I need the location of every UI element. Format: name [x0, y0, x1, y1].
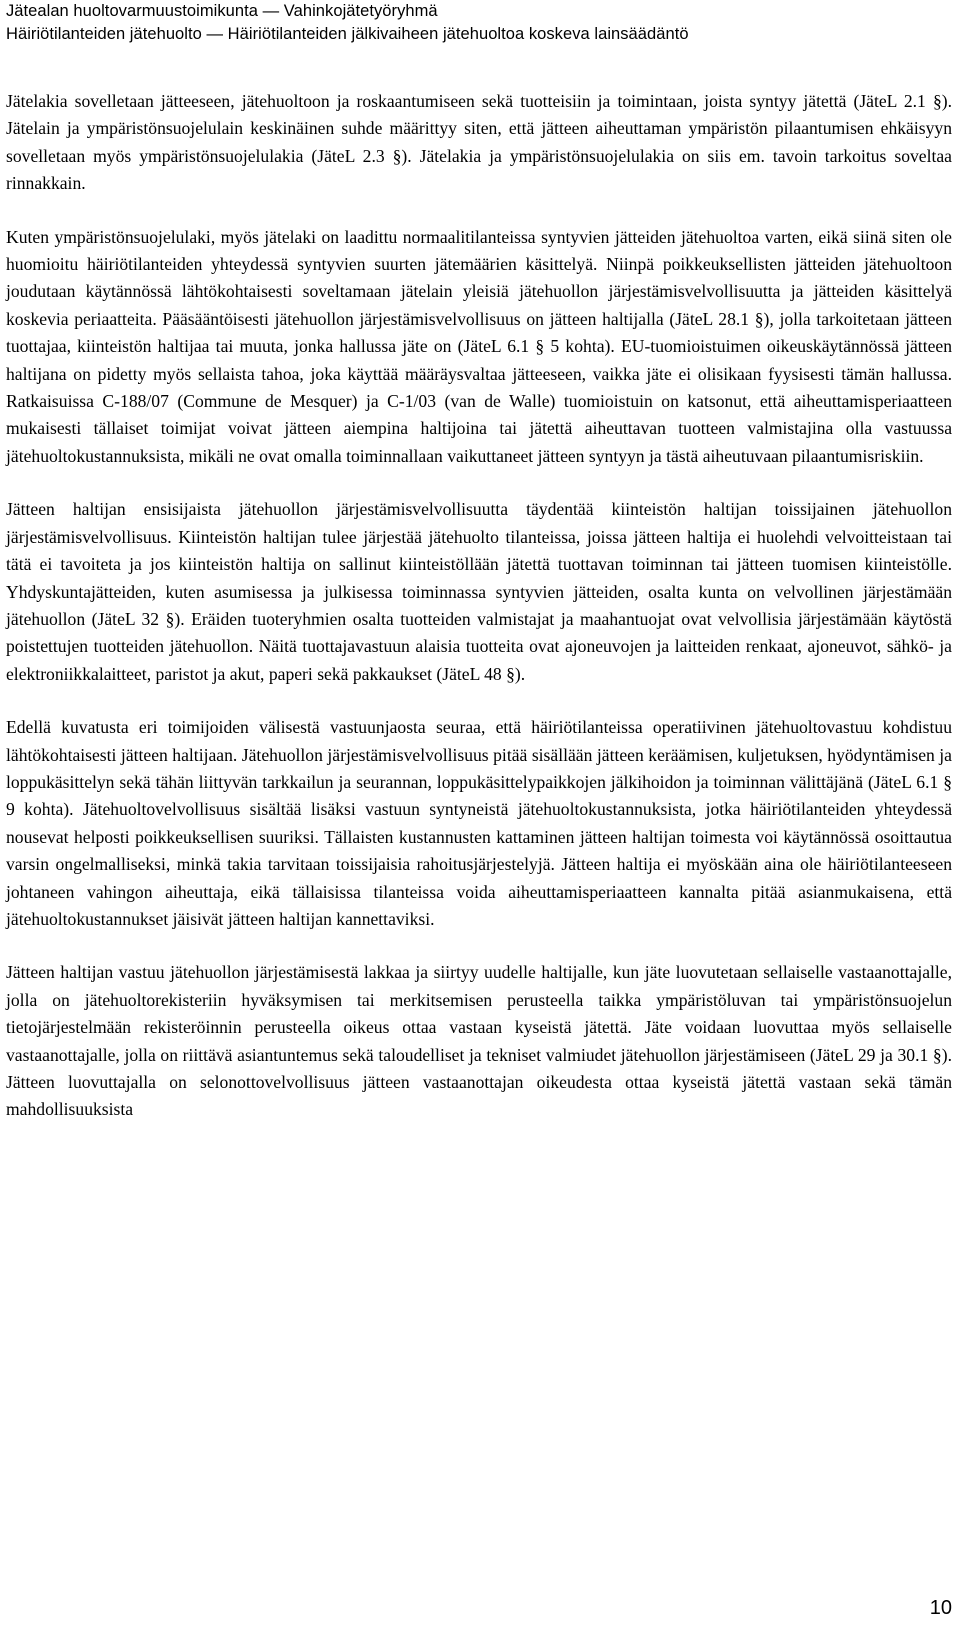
- paragraph-operative-responsibility: Edellä kuvatusta eri toimijoiden välisestä vastuunjaosta seuraa, että häiriötilanteissa operatiivinen jätehuoltovastuu kohdistuu lähtökohtaisesti jätteen haltijaan. Jätehuollon järjestämisvelvollisuus pitää sisällään jätteen keräämisen, kuljetuksen, hyödyntämisen ja loppukäsittelyn sekä tähän liittyvän tarkkailun ja seurannan, loppukäsittelypaikkojen jälkihoidon ja toiminnan välittäjänä (JäteL 6.1 § 9 kohta). Jätehuoltovelvollisuus sisältää lisäksi vastuun syntyneistä jätehuoltokustannuksista, jotka häiriötilanteiden yhteydessä nousevat helposti poikkeuksellisen suuriksi. Tällaisten kustannusten kattaminen jätteen haltijan toimesta voi käytännössä osoittautua varsin ongelmalliseksi, minkä takia tarvitaan toissijaisia rahoitusjärjestelyjä. Jätteen haltija ei myöskään aina ole häiriötilanteeseen johtaneen vahingon aiheuttaja, eikä tällaisissa tilanteissa voida aiheuttamisperiaatteen kannalta pitää asianmukaisena, että jätehuoltokustannukset jäisivät jätteen haltijan kannettaviksi.: [6, 717, 952, 929]
- header-line-section: Häiriötilanteiden jätehuolto — Häiriötilanteiden jälkivaiheen jätehuoltoa koskeva lainsäädäntö: [6, 25, 689, 43]
- paragraph-waste-holder: Kuten ympäristönsuojelulaki, myös jätelaki on laadittu normaalitilanteissa syntyvien jätteiden jätehuoltoa varten, eikä siinä siten ole huomioitu häiriötilanteiden yhteydessä syntyvien suurten jätemäärien käsittelyä. Niinpä poikkeuksellisten jätteiden jätehuoltoon joudutaan käytännössä lähtökohtaisesti soveltamaan jätelain yleisiä jätehuollon järjestämisvelvollisuutta ja jätteiden käsittelyä koskevia periaatteita. Pääsääntöisesti jätehuollon järjestämisvelvollisuus on jätteen haltijalla (JäteL 28.1 §), jolla tarkoitetaan jätteen tuottajaa, kiinteistön haltijaa tai muuta, jonka hallussa jäte on (JäteL 6.1 § 5 kohta). EU-tuomioistuimen oikeuskäytännössä jätteen haltijana on pidetty myös sellaista tahoa, joka käyttää määräysvaltaa jätteeseen, vaikka jäte ei olisikaan fyysisesti tämän hallussa. Ratkaisuissa C-188/07 (Commune de Mesquer) ja C-1/03 (van de Walle) tuomioistuin on katsonut, että aiheuttamisperiaatteen mukaisesti tällaiset toimijat voivat jätteen aiempina haltijoina tai jätettä aiheuttavan tuotteen valmistajina olla vastuussa jätehuoltokustannuksista, mikäli ne ovat omalla toiminnallaan vaikuttaneet jätteen syntyyn ja tästä aiheutuvaan pilaantumisriskiin.: [6, 226, 952, 466]
- header-line-organization: Jätealan huoltovarmuustoimikunta — Vahinkojätetyöryhmä: [6, 2, 438, 20]
- running-header: [6, 0, 956, 46]
- page-number: 10: [929, 1597, 952, 1619]
- paragraph-scope: Jätelakia sovelletaan jätteeseen, jätehuoltoon ja roskaantumiseen sekä tuotteisiin ja toimintaan, joista syntyy jätettä (JäteL 2.1 §). Jätelain ja ympäristönsuojelulain keskinäinen suhde määrittyy siten, että jätteen aiheuttaman ympäristön pilaantumisen ehkäisyyn sovelletaan myös ympäristönsuojelulakia (JäteL 2.3 §). Jätelakia ja ympäristönsuojelulakia on siis em. tavoin tarkoitus soveltaa rinnakkain.: [6, 91, 952, 194]
- paragraph-transfer-of-responsibility: Jätteen haltijan vastuu jätehuollon järjestämisestä lakkaa ja siirtyy uudelle haltijalle, kun jäte luovutetaan sellaiselle vastaanottajalle, jolla on jätehuoltorekisteriin hyväksymisen tai merkitsemisen perusteella taikka ympäristöluvan tai ympäristönsuojelun tietojärjestelmään rekisteröinnin perusteella oikeus ottaa vastaan kyseistä jätettä. Jäte voidaan luovuttaa myös sellaiselle vastaanottajalle, jolla on riittävä asiantuntemus sekä taloudelliset ja tekniset valmiudet jätehuollon järjestämiseen (JäteL 29 ja 30.1 §). Jätteen luovuttajalla on selonottovelvollisuus jätteen vastaanottajan oikeudesta ottaa kyseistä jätettä vastaan sekä tämän mahdollisuuksista: [6, 962, 952, 1120]
- paragraph-property-holder: Jätteen haltijan ensisijaista jätehuollon järjestämisvelvollisuutta täydentää kiinteistön haltijan toissijainen jätehuollon järjestämisvelvollisuus. Kiinteistön haltijan tulee järjestää jätehuolto tilanteissa, joissa jätteen haltija ei huolehdi velvoitteistaan tai tätä ei tavoiteta ja jos kiinteistön haltija on sallinut kiinteistöllään jätettä tuottavan toiminnan tai jätteen tuomisen kiinteistölle. Yhdyskuntajätteiden, kuten asumisessa ja julkisessa toiminnassa syntyvien jätteiden, osalta kunta on velvollinen järjestämään jätehuollon (JäteL 32 §). Eräiden tuoteryhmien osalta tuotteiden valmistajat ja maahantuojat ovat velvollisia järjestämään käytöstä poistettujen tuotteiden jätehuollon. Näitä tuottajavastuun alaisia tuotteita ovat ajoneuvojen ja laitteiden renkaat, ajoneuvot, sähkö- ja elektroniikkalaitteet, paristot ja akut, paperi sekä pakkaukset (JäteL 48 §).: [6, 499, 952, 684]
- body-text: [6, 88, 952, 1150]
